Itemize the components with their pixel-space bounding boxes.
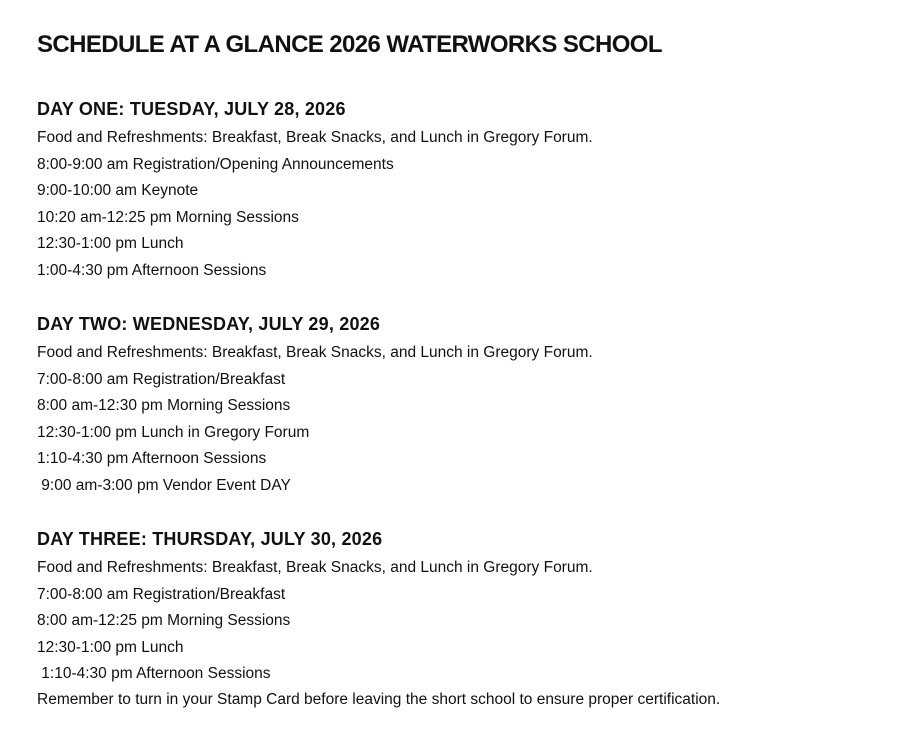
- schedule-line: 10:20 am-12:25 pm Morning Sessions: [37, 208, 299, 226]
- day-three-heading: DAY THREE: THURSDAY, JULY 30, 2026: [37, 529, 383, 549]
- schedule-line: 1:10-4:30 pm Afternoon Sessions: [37, 450, 267, 467]
- schedule-line: Food and Refreshments: Breakfast, Break Snacks, and Lunch in Gregory Forum.: [37, 559, 593, 576]
- day-three-schedule: [37, 555, 887, 688]
- day-three-section: [37, 526, 887, 688]
- closing-note: Remember to turn in your Stamp Card before leaving the short school to ensure proper certification.: [37, 690, 721, 708]
- schedule-document: [37, 30, 887, 713]
- document-title: SCHEDULE AT A GLANCE 2026 WATERWORKS SCHOOL: [37, 31, 662, 58]
- schedule-line: 7:00-8:00 am Registration/Breakfast: [37, 370, 286, 388]
- schedule-line: Food and Refreshments: Breakfast, Break Snacks, and Lunch in Gregory Forum.: [37, 129, 593, 146]
- schedule-line: 12:30-1:00 pm Lunch: [37, 638, 184, 656]
- schedule-line: 12:30-1:00 pm Lunch: [37, 235, 184, 252]
- schedule-line: 12:30-1:00 pm Lunch in Gregory Forum: [37, 423, 310, 441]
- schedule-line: Food and Refreshments: Breakfast, Break Snacks, and Lunch in Gregory Forum.: [37, 344, 593, 361]
- day-two-section: [37, 311, 887, 499]
- schedule-line: 7:00-8:00 am Registration/Breakfast: [37, 585, 286, 603]
- schedule-line: 1:00-4:30 pm Afternoon Sessions: [37, 261, 267, 279]
- schedule-line: 8:00-9:00 am Registration/Opening Announcements: [37, 155, 394, 173]
- day-two-schedule: [37, 340, 887, 499]
- schedule-line: 9:00-10:00 am Keynote: [37, 182, 199, 199]
- schedule-line: 8:00 am-12:30 pm Morning Sessions: [37, 397, 291, 414]
- day-one-schedule: [37, 125, 887, 284]
- schedule-line: 1:10-4:30 pm Afternoon Sessions: [37, 665, 271, 682]
- day-one-section: [37, 96, 887, 284]
- day-two-heading: DAY TWO: WEDNESDAY, JULY 29, 2026: [37, 314, 381, 334]
- schedule-line: 9:00 am-3:00 pm Vendor Event DAY: [37, 476, 291, 494]
- day-one-heading: DAY ONE: TUESDAY, JULY 28, 2026: [37, 99, 346, 119]
- schedule-line: 8:00 am-12:25 pm Morning Sessions: [37, 612, 291, 629]
